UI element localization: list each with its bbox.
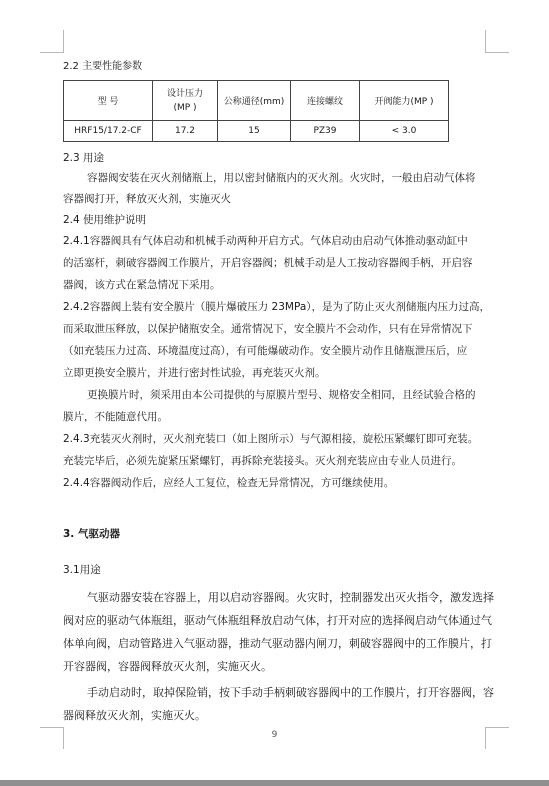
paragraph-line: 2.4.2容器阀上装有安全膜片（膜片爆破压力 23MPa），是为了防止灭火剂储瓶内压力过高， — [63, 301, 491, 313]
spec-table — [63, 80, 449, 142]
paragraph-line: 体单向阀，启动管路进入气驱动器，推动气驱动器内闸刀，刺破容器阀中的工作膜片，打 — [63, 637, 492, 650]
table-row — [64, 121, 449, 142]
section-heading: 2.2 主要性能参数 — [63, 61, 143, 72]
table-header-cell: 公称通径(mm) — [218, 81, 291, 121]
paragraph-line: 气驱动器安装在容器上，用以启动容器阀。火灾时，控制器发出灭火指令，激发选择 — [87, 591, 494, 604]
paragraph-line: 2.4.4容器阀动作后，应经人工复位，检查无异常情况，方可继续使用。 — [63, 477, 395, 489]
table-cell: PZ39 — [291, 121, 360, 142]
paragraph-line: 容器阀安装在灭火剂储瓶上，用以密封储瓶内的灭火剂。火灾时，一般由启动气体将 — [87, 172, 476, 184]
crop-mark — [40, 52, 64, 53]
crop-mark — [485, 727, 509, 728]
paragraph-line: 2.4.3充装灭火剂时，灭火剂充装口（如上图所示）与气源相接，旋松压紧螺钉即可充装。 — [63, 433, 479, 445]
paragraph-line: 器阀释放灭火剂，实施灭火。 — [63, 709, 206, 722]
section-heading: 2.4 使用维护说明 — [63, 214, 147, 226]
table-header-cell: 型 号 — [64, 81, 153, 121]
table-header-row — [64, 81, 449, 121]
crop-mark — [40, 727, 64, 728]
table-header-cell: 设计压力 (MP ) — [153, 81, 218, 121]
paragraph-line: 的活塞杆，刺破容器阀工作膜片，开启容器阀；机械手动是人工按动容器阀手柄，开启容 — [63, 257, 473, 269]
table-cell: 17.2 — [153, 121, 218, 142]
section-subheading: 3.1用途 — [63, 564, 101, 576]
section-heading: 3. 气驱动器 — [63, 528, 120, 540]
table-header-cell: 连接螺纹 — [291, 81, 360, 121]
page-shadow — [0, 780, 549, 786]
section-heading: 2.3 用途 — [63, 152, 105, 164]
crop-mark — [63, 30, 64, 52]
table-cell: 15 — [218, 121, 291, 142]
paragraph-line: 2.4.1容器阀具有气体启动和机械手动两种开启方式。气体启动由启动气体推动驱动缸中 — [63, 235, 468, 247]
crop-mark — [485, 30, 486, 52]
paragraph-line: 而采取泄压释放，以保护储瓶安全。通常情况下，安全膜片不会动作，只有在异常情况下 — [63, 323, 473, 335]
paragraph-line: （如充装压力过高、环境温度过高），有可能爆破动作。安全膜片动作且储瓶泄压后，应 — [63, 345, 468, 357]
paragraph-line: 阀对应的驱动气体瓶组，驱动气体瓶组释放启动气体，打开对应的选择阀启动气体通过气 — [63, 614, 492, 627]
table-cell: < 3.0 — [360, 121, 449, 142]
paragraph-line: 立即更换安全膜片，并进行密封性试验，再充装灭火剂。 — [63, 367, 326, 379]
table-cell: HRF15/17.2-CF — [64, 121, 153, 142]
table-header-cell: 开阀能力(MP ) — [360, 81, 449, 121]
paragraph-line: 手动启动时，取掉保险销，按下手动手柄刺破容器阀中的工作膜片，打开容器阀，容 — [87, 686, 494, 699]
paragraph-line: 膜片，不能随意代用。 — [63, 411, 168, 423]
paragraph-line: 更换膜片时，须采用由本公司提供的与原膜片型号、规格安全相同，且经试验合格的 — [87, 389, 476, 401]
crop-mark — [485, 52, 509, 53]
paragraph-line: 器阀，该方式在紧急情况下采用。 — [63, 279, 221, 291]
paragraph-line: 开容器阀，容器阀释放灭火剂，实施灭火。 — [63, 660, 272, 673]
page-number: 9 — [271, 730, 278, 740]
paragraph-line: 容器阀打开，释放灭火剂，实施灭火 — [63, 193, 231, 205]
paragraph-line: 充装完毕后，必须先旋紧压紧螺钉，再拆除充装接头。灭火剂充装应由专业人员进行。 — [63, 455, 462, 467]
